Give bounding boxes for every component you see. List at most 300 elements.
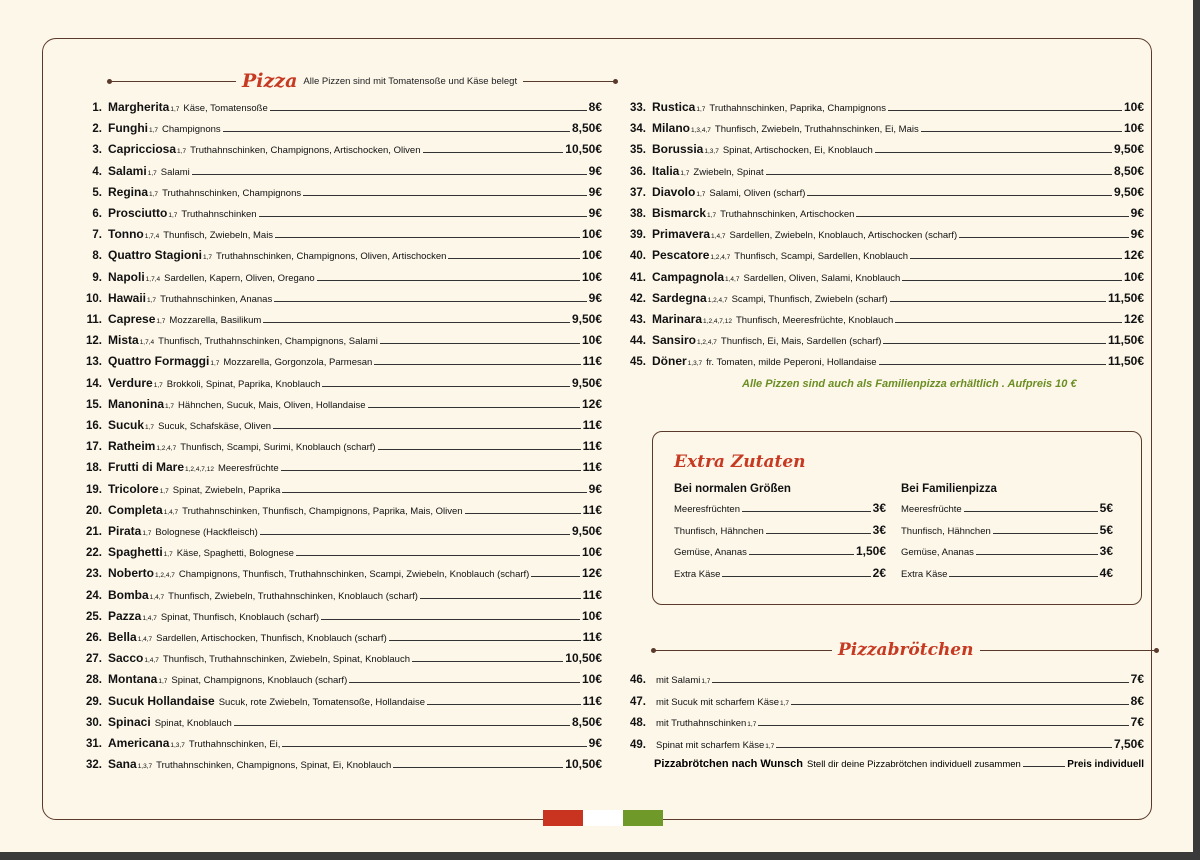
- leader-dots: [959, 237, 1129, 238]
- leader-dots: [412, 661, 563, 662]
- item-number: 11.: [86, 314, 102, 326]
- item-price: 9,50€: [1113, 142, 1144, 157]
- leader-dots: [722, 576, 870, 577]
- item-description: Salami, Oliven (scharf): [709, 187, 806, 199]
- allergen-codes: 1,2,4,7: [155, 572, 175, 580]
- broetchen-item: [620, 737, 1144, 751]
- leader-dots: [879, 364, 1106, 365]
- broetchen-item: [620, 694, 1144, 708]
- allergen-codes: 1,7: [701, 678, 711, 685]
- item-price: 10€: [581, 672, 602, 687]
- allergen-codes: 1,2,4,7: [697, 339, 717, 347]
- item-number: 36.: [630, 165, 646, 178]
- leader-dots: [776, 747, 1112, 748]
- item-number: 30.: [86, 716, 102, 729]
- allergen-codes: 1,7: [156, 318, 166, 325]
- item-price: 7,50€: [1113, 736, 1144, 751]
- item-description: Truthahnschinken, Ei,: [188, 739, 281, 750]
- leader-dots: [1023, 766, 1065, 767]
- item-number: 45.: [630, 356, 646, 369]
- item-description: Thunfisch, Truthahnschinken, Zwiebeln, Spinat, Knoblauch: [162, 654, 410, 666]
- menu-item: [76, 376, 602, 390]
- menu-item: [620, 185, 1144, 199]
- item-name: Ratheim: [108, 439, 156, 454]
- menu-item: [76, 503, 602, 517]
- item-price: 9€: [588, 481, 602, 496]
- allergen-codes: 1,7: [177, 148, 187, 156]
- allergen-codes: 1,7: [142, 530, 152, 537]
- vertical-scrollbar[interactable]: [1193, 0, 1200, 860]
- menu-item: [76, 482, 602, 496]
- item-name: Sacco: [108, 651, 144, 666]
- allergen-codes: 1,4,7: [725, 275, 740, 283]
- item-price: 8€: [1130, 693, 1144, 708]
- item-number: 39.: [630, 229, 646, 242]
- broetchen-section-header: [654, 640, 1156, 660]
- item-description: Brokkoli, Spinat, Paprika, Knoblauch: [166, 378, 321, 390]
- item-number: 47.: [630, 695, 646, 708]
- leader-dots: [712, 682, 1128, 683]
- leader-dots: [420, 598, 581, 599]
- allergen-codes: 1,4,7: [711, 233, 726, 241]
- leader-dots: [263, 322, 570, 323]
- item-price: 10€: [1123, 121, 1144, 136]
- divider: [654, 650, 832, 651]
- item-name: Bella: [108, 630, 137, 644]
- item-price: 9€: [588, 290, 602, 305]
- leader-dots: [270, 110, 587, 111]
- extra-label: Gemüse, Ananas: [674, 547, 747, 558]
- item-description: Scampi, Thunfisch, Zwiebeln (scharf): [731, 293, 888, 305]
- item-number: 49.: [630, 738, 646, 751]
- allergen-codes: 1,2,4,7: [707, 296, 728, 304]
- leader-dots: [895, 322, 1122, 323]
- item-description: Sucuk, rote Zwiebeln, Tomatensoße, Hollandaise: [218, 696, 425, 708]
- allergen-codes: 1,4,7: [142, 614, 157, 622]
- menu-item: [76, 397, 602, 411]
- extra-price: 5€: [1099, 501, 1113, 515]
- item-price: 11€: [582, 693, 602, 708]
- menu-item: [76, 100, 602, 114]
- wunsch-price: Preis individuell: [1067, 759, 1144, 770]
- item-price: 12€: [581, 396, 602, 411]
- item-name: Funghi: [108, 121, 148, 136]
- item-name: Montana: [108, 672, 158, 687]
- item-description: Truthahnschinken, Champignons, Artischocken, Oliven: [190, 145, 421, 157]
- item-description: Spinat, Zwiebeln, Paprika: [172, 484, 281, 496]
- item-price: 8€: [588, 100, 602, 114]
- allergen-codes: 1,7: [780, 699, 790, 707]
- extras-normal-heading: Bei normalen Größen: [674, 483, 791, 495]
- item-name: Tricolore: [108, 481, 159, 496]
- item-number: 3.: [92, 144, 102, 157]
- allergen-codes: 1,7,4: [144, 233, 160, 241]
- item-name: Diavolo: [652, 184, 696, 199]
- pizza-note: Alle Pizzen sind mit Tomatensoße und Käse belegt: [303, 75, 518, 87]
- item-name: Frutti di Mare: [108, 460, 185, 475]
- item-number: 38.: [630, 208, 646, 220]
- item-name: Noberto: [108, 566, 154, 581]
- menu-item: [76, 588, 602, 602]
- item-description: Sardellen, Oliven, Salami, Knoblauch: [743, 272, 901, 284]
- item-name: Sardegna: [652, 290, 707, 305]
- item-number: 17.: [86, 441, 102, 454]
- pizza-section-header: [110, 70, 615, 92]
- item-name: Sana: [108, 757, 137, 772]
- item-description: fr. Tomaten, milde Peperoni, Hollandaise: [706, 357, 877, 369]
- leader-dots: [890, 301, 1106, 302]
- item-number: 42.: [630, 292, 646, 305]
- leader-dots: [875, 152, 1112, 153]
- item-number: 21.: [86, 526, 102, 538]
- menu-item: [620, 333, 1144, 347]
- item-price: 9€: [588, 163, 602, 178]
- item-name: Pirata: [108, 524, 142, 538]
- item-number: 18.: [86, 462, 102, 475]
- leader-dots: [742, 511, 871, 512]
- leader-dots: [374, 364, 580, 365]
- extra-row: [901, 501, 1113, 515]
- item-price: 11€: [582, 502, 602, 517]
- allergen-codes: 1,3,7: [137, 763, 153, 771]
- allergen-codes: 1,7: [147, 296, 157, 304]
- item-price: 11,50€: [1107, 290, 1144, 305]
- leader-dots: [749, 554, 854, 555]
- allergen-codes: 1,7: [168, 212, 178, 219]
- extra-row: [901, 566, 1113, 580]
- item-description: Champignons, Thunfisch, Truthahnschinken, Scampi, Zwiebeln, Knoblauch (scharf): [178, 569, 530, 581]
- leader-dots: [902, 280, 1122, 281]
- broetchen-wunsch: [654, 758, 1144, 770]
- item-description: mit Sucuk mit scharfem Käse: [656, 696, 780, 708]
- leader-dots: [883, 343, 1106, 344]
- item-number: 12.: [86, 335, 102, 348]
- allergen-codes: 1,7: [170, 106, 180, 113]
- flag-stripe-red: [543, 810, 583, 826]
- item-description: Thunfisch, Zwiebeln, Mais: [163, 230, 274, 242]
- item-name: Hawaii: [108, 290, 147, 305]
- item-name: Bismarck: [652, 206, 707, 220]
- allergen-codes: 1,7: [210, 360, 220, 368]
- leader-dots: [791, 704, 1129, 705]
- item-name: Milano: [652, 121, 690, 136]
- item-price: 11,50€: [1107, 333, 1144, 348]
- leader-dots: [273, 428, 581, 429]
- leader-dots: [910, 258, 1122, 259]
- item-name: Rustica: [652, 100, 696, 114]
- extra-row: [901, 523, 1113, 537]
- item-description: Thunfisch, Scampi, Sardellen, Knoblauch: [734, 251, 909, 263]
- leader-dots: [281, 470, 581, 471]
- leader-dots: [317, 280, 580, 281]
- item-number: 25.: [86, 610, 102, 623]
- menu-item: [76, 439, 602, 453]
- leader-dots: [321, 619, 580, 620]
- extra-price: 3€: [1099, 544, 1113, 558]
- item-name: Sucuk Hollandaise: [108, 693, 215, 708]
- leader-dots: [296, 555, 580, 556]
- leader-dots: [322, 386, 570, 387]
- allergen-codes: 1,7,4: [145, 275, 161, 283]
- item-name: Italia: [652, 163, 680, 178]
- allergen-codes: 1,4,7: [163, 508, 179, 516]
- item-name: Caprese: [108, 312, 156, 326]
- item-description: Mozzarella, Basilikum: [169, 315, 262, 326]
- allergen-codes: 1,3,7: [170, 742, 185, 749]
- broetchen-item: [620, 715, 1144, 729]
- item-name: Sansiro: [652, 333, 697, 348]
- item-description: Spinat, Thunfisch, Knoblauch (scharf): [160, 611, 320, 623]
- item-description: Thunfisch, Meeresfrüchte, Knoblauch: [735, 315, 894, 326]
- item-description: Spinat mit scharfem Käse: [656, 739, 765, 751]
- flag-stripe-white: [583, 810, 623, 826]
- leader-dots: [766, 533, 871, 534]
- allergen-codes: 1,7: [159, 487, 169, 495]
- item-price: 10€: [581, 333, 602, 348]
- item-price: 10,50€: [565, 142, 602, 157]
- leader-dots: [807, 195, 1111, 196]
- allergen-codes: 1,7: [158, 678, 168, 686]
- item-description: Spinat, Artischocken, Ei, Knoblauch: [722, 145, 873, 157]
- item-price: 12€: [581, 566, 602, 581]
- item-name: Quattro Stagioni: [108, 248, 202, 263]
- item-number: 7.: [92, 229, 102, 242]
- item-number: 44.: [630, 335, 646, 348]
- flag-stripe-green: [623, 810, 663, 826]
- extra-price: 3€: [872, 522, 886, 537]
- menu-item: [76, 609, 602, 623]
- item-price: 9€: [588, 206, 602, 220]
- item-number: 26.: [86, 632, 102, 644]
- item-number: 31.: [86, 738, 102, 750]
- item-number: 34.: [630, 123, 646, 136]
- menu-item: [76, 630, 602, 644]
- item-description: Hähnchen, Sucuk, Mais, Oliven, Hollandaise: [178, 399, 366, 411]
- item-number: 24.: [86, 589, 102, 602]
- wunsch-desc: Stell dir deine Pizzabrötchen individuell zusammen: [806, 759, 1021, 770]
- extra-price: 2€: [872, 565, 886, 580]
- item-description: Sucuk, Schafskäse, Oliven: [158, 421, 272, 432]
- item-price: 10,50€: [565, 757, 602, 772]
- item-name: Pazza: [108, 608, 142, 623]
- item-description: Zwiebeln, Spinat: [693, 166, 764, 178]
- item-number: 43.: [630, 314, 646, 326]
- broetchen-item: [620, 672, 1144, 686]
- leader-dots: [448, 258, 580, 259]
- allergen-codes: 1,3,7: [687, 360, 703, 368]
- menu-item: [76, 736, 602, 750]
- item-price: 10€: [581, 545, 602, 560]
- item-description: Käse, Spaghetti, Bolognese: [176, 548, 294, 560]
- extra-toppings-title: Extra Zutaten: [674, 452, 806, 472]
- item-name: Margherita: [108, 100, 170, 114]
- item-price: 10€: [1123, 100, 1144, 114]
- item-price: 9€: [588, 736, 602, 750]
- allergen-codes: 1,7: [696, 190, 706, 198]
- extra-label: Extra Käse: [674, 568, 721, 580]
- leader-dots: [427, 704, 581, 705]
- extras-family-heading: Bei Familienpizza: [901, 483, 997, 495]
- menu-item: [620, 206, 1144, 220]
- divider: [110, 81, 236, 82]
- item-description: Meeresfrüchte: [217, 463, 279, 475]
- menu-item: [76, 672, 602, 686]
- item-name: Döner: [652, 354, 687, 369]
- leader-dots: [234, 725, 570, 726]
- item-name: Borussia: [652, 142, 704, 157]
- menu-item: [620, 248, 1144, 262]
- item-number: 48.: [630, 717, 646, 729]
- item-price: 9,50€: [1113, 184, 1144, 199]
- leader-dots: [274, 301, 586, 302]
- item-price: 11€: [582, 630, 602, 644]
- menu-item: [76, 354, 602, 368]
- item-number: 27.: [86, 653, 102, 666]
- leader-dots: [393, 767, 563, 768]
- extra-label: Thunfisch, Hähnchen: [674, 525, 764, 537]
- item-price: 7€: [1130, 672, 1144, 686]
- extra-price: 1,50€: [855, 544, 886, 558]
- item-number: 9.: [92, 271, 102, 284]
- item-number: 35.: [630, 144, 646, 157]
- item-price: 9,50€: [571, 375, 602, 390]
- item-price: 11€: [582, 418, 602, 432]
- menu-item: [620, 291, 1144, 305]
- leader-dots: [275, 237, 580, 238]
- item-name: Regina: [108, 184, 149, 199]
- leader-dots: [260, 534, 570, 535]
- item-description: Käse, Tomatensoße: [183, 103, 268, 114]
- leader-dots: [259, 216, 587, 217]
- item-description: Bolognese (Hackfleisch): [155, 527, 258, 538]
- item-number: 8.: [92, 250, 102, 263]
- item-name: Bomba: [108, 587, 149, 602]
- item-description: Truthahnschinken, Ananas: [160, 293, 273, 305]
- allergen-codes: 1,7: [165, 402, 175, 410]
- item-name: Quattro Formaggi: [108, 354, 210, 369]
- leader-dots: [949, 576, 1097, 577]
- item-number: 13.: [86, 356, 102, 369]
- leader-dots: [282, 746, 586, 747]
- leader-dots: [758, 725, 1128, 726]
- item-number: 4.: [92, 165, 102, 178]
- item-description: Truthahnschinken, Champignons, Spinat, Ei, Knoblauch: [156, 760, 392, 772]
- item-price: 10€: [581, 608, 602, 623]
- item-price: 10€: [581, 248, 602, 263]
- item-description: Truthahnschinken, Champignons, Oliven, Artischocken: [216, 251, 447, 263]
- item-price: 12€: [1123, 248, 1144, 263]
- leader-dots: [378, 449, 581, 450]
- item-name: Marinara: [652, 312, 703, 326]
- item-number: 32.: [86, 759, 102, 772]
- item-description: Truthahnschinken, Thunfisch, Champignons, Paprika, Mais, Oliven: [182, 505, 463, 517]
- extra-price: 3€: [872, 501, 886, 515]
- item-price: 7€: [1130, 715, 1144, 729]
- item-description: Spinat, Knoblauch: [154, 717, 232, 729]
- leader-dots: [368, 407, 580, 408]
- leader-dots: [423, 152, 564, 153]
- menu-item: [76, 460, 602, 474]
- menu-item: [620, 164, 1144, 178]
- menu-item: [76, 206, 602, 220]
- menu-item: [76, 164, 602, 178]
- item-number: 6.: [92, 208, 102, 220]
- leader-dots: [976, 554, 1098, 555]
- allergen-codes: 1,3,4,7: [691, 127, 711, 135]
- item-price: 9,50€: [571, 312, 602, 326]
- item-name: Primavera: [652, 227, 711, 242]
- wunsch-name: Pizzabrötchen nach Wunsch: [654, 758, 803, 770]
- item-price: 10,50€: [565, 651, 602, 666]
- broetchen-title: Pizzabrötchen: [838, 640, 974, 660]
- item-description: Champignons: [162, 124, 221, 136]
- leader-dots: [888, 110, 1122, 111]
- horizontal-scrollbar[interactable]: [0, 852, 1200, 860]
- leader-dots: [192, 174, 587, 175]
- leader-dots: [964, 511, 1098, 512]
- family-pizza-note: Alle Pizzen sind auch als Familienpizza erhältlich . Aufpreis 10 €: [742, 378, 1077, 390]
- item-description: Truthahnschinken, Champignons: [162, 187, 302, 199]
- extra-label: Extra Käse: [901, 568, 948, 580]
- menu-item: [76, 715, 602, 729]
- menu-item: [76, 545, 602, 559]
- item-description: Thunfisch, Ei, Mais, Sardellen (scharf): [720, 336, 882, 348]
- item-description: Truthahnschinken, Paprika, Champignons: [709, 103, 886, 114]
- item-price: 9,50€: [571, 524, 602, 538]
- item-price: 10€: [1123, 269, 1144, 284]
- extra-price: 5€: [1099, 522, 1113, 537]
- divider: [980, 650, 1156, 651]
- item-price: 8,50€: [1113, 163, 1144, 178]
- extra-row: [901, 544, 1113, 558]
- menu-item: [76, 757, 602, 771]
- item-number: 37.: [630, 186, 646, 199]
- menu-item: [76, 333, 602, 347]
- leader-dots: [223, 131, 570, 132]
- allergen-codes: 1,7: [203, 254, 213, 262]
- item-price: 12€: [1123, 312, 1144, 326]
- item-description: Thunfisch, Scampi, Surimi, Knoblauch (scharf): [180, 442, 376, 454]
- allergen-codes: 1,7: [148, 127, 159, 135]
- leader-dots: [531, 576, 580, 577]
- item-price: 8,50€: [571, 121, 602, 136]
- allergen-codes: 1,7: [680, 169, 690, 177]
- allergen-codes: 1,7: [707, 212, 717, 219]
- extra-label: Gemüse, Ananas: [901, 547, 974, 558]
- allergen-codes: 1,7,4: [139, 339, 155, 347]
- menu-item: [620, 270, 1144, 284]
- item-description: Truthahnschinken: [181, 209, 257, 220]
- item-number: 33.: [630, 102, 646, 114]
- allergen-codes: 1,7: [696, 106, 706, 113]
- leader-dots: [380, 343, 580, 344]
- menu-item: [76, 185, 602, 199]
- item-number: 20.: [86, 504, 102, 517]
- item-name: Spinaci: [108, 714, 151, 729]
- item-name: Napoli: [108, 269, 145, 284]
- item-name: Tonno: [108, 227, 144, 242]
- menu-item: [620, 312, 1144, 326]
- menu-item: [76, 312, 602, 326]
- item-name: Mista: [108, 333, 139, 348]
- allergen-codes: 1,7: [163, 551, 173, 559]
- extra-price: 4€: [1099, 565, 1113, 580]
- item-name: Americana: [108, 736, 170, 750]
- item-number: 46.: [630, 674, 646, 686]
- item-description: Salami: [160, 166, 190, 178]
- item-name: Prosciutto: [108, 206, 168, 220]
- menu-item: [76, 248, 602, 262]
